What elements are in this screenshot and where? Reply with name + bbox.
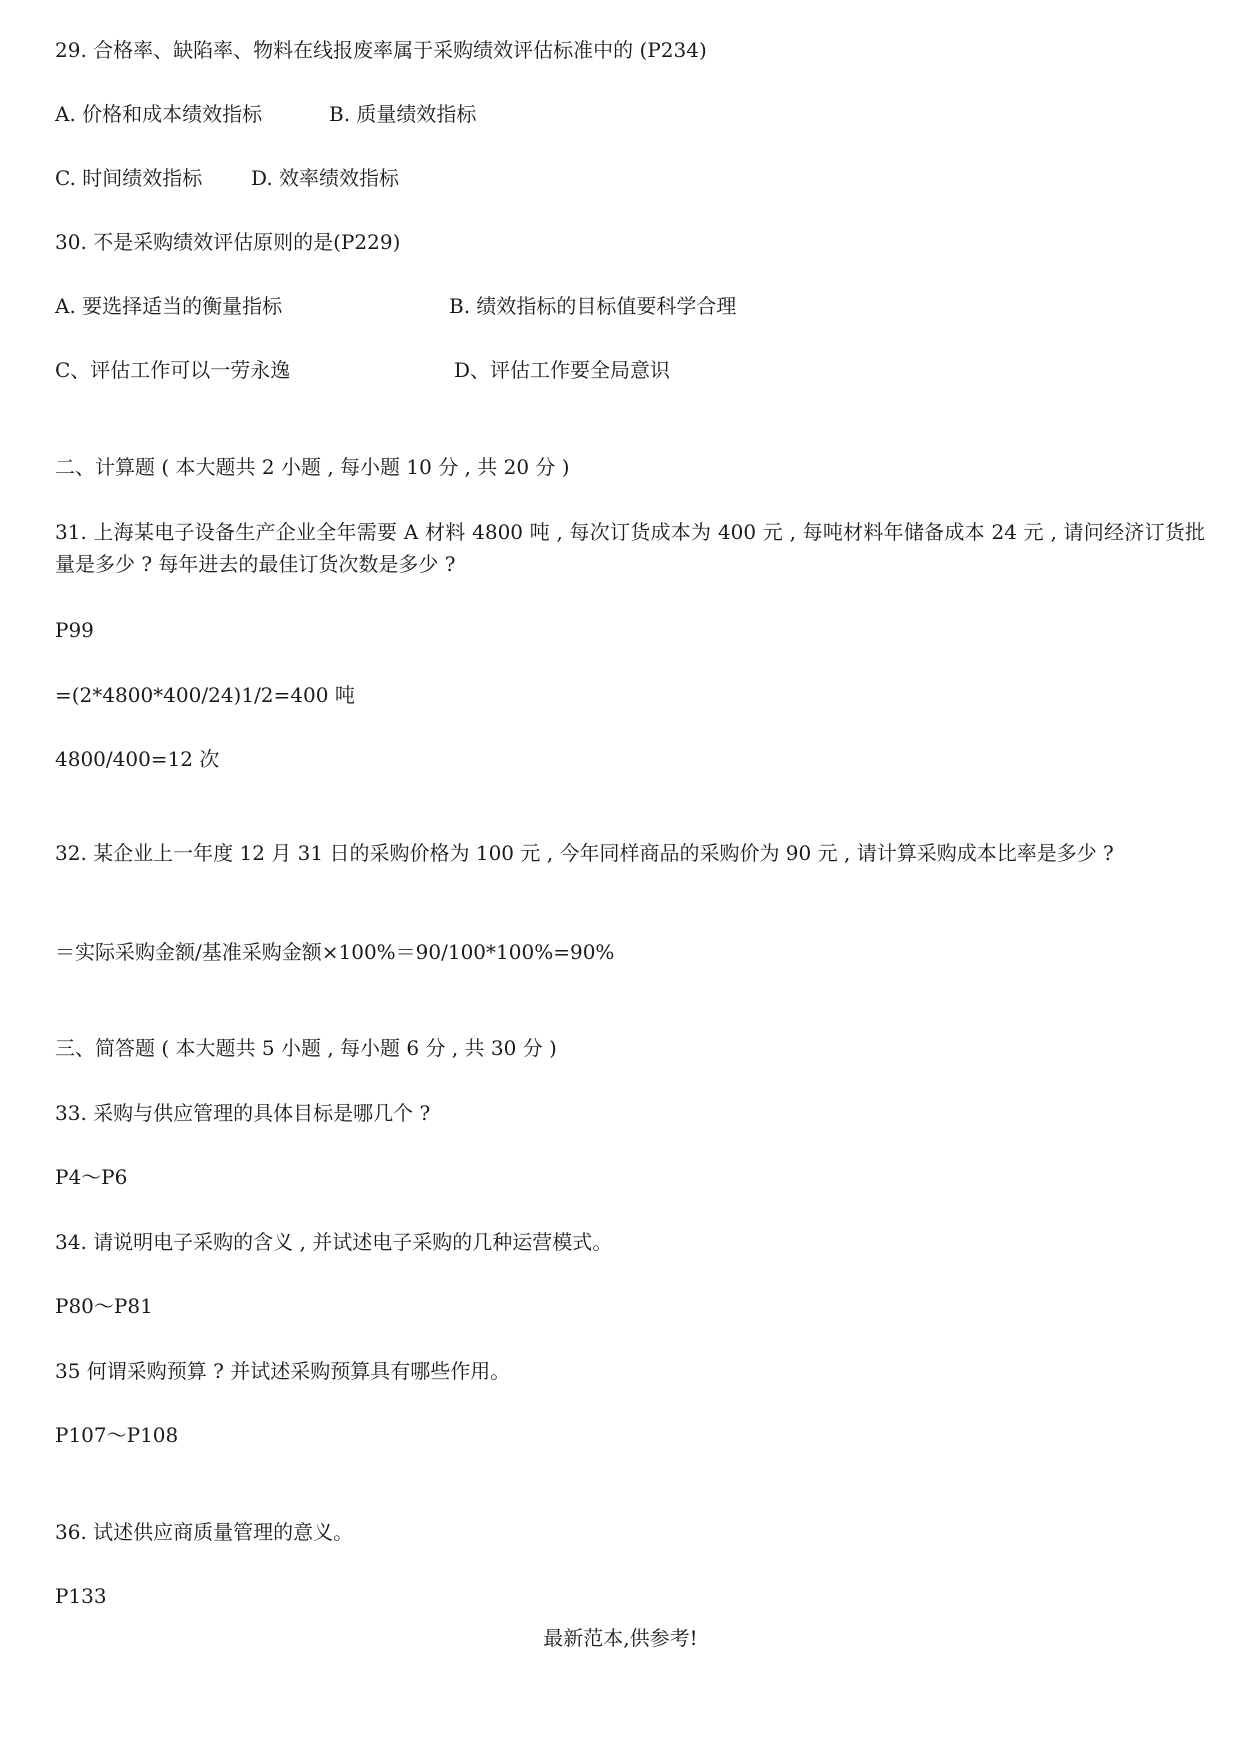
question-29: 29. 合格率、缺陷率、物料在线报废率属于采购绩效评估标准中的 (P234) <box>55 38 707 62</box>
question-32: 32. 某企业上一年度 12 月 31 日的采购价格为 100 元 , 今年同样商品的采购价为 90 元 , 请计算采购成本比率是多少 ? <box>55 841 1114 865</box>
question-34-page-ref: P80～P81 <box>55 1294 153 1318</box>
page-footer: 最新范本,供参考! <box>543 1626 698 1650</box>
question-36-page-ref: P133 <box>55 1584 107 1608</box>
question-31-calc-count: 4800/400=12 次 <box>55 747 220 771</box>
question-30-option-a: A. 要选择适当的衡量指标 <box>55 294 283 318</box>
question-33: 33. 采购与供应管理的具体目标是哪几个 ? <box>55 1101 431 1125</box>
question-32-answer: ＝实际采购金额/基准采购金额×100%＝90/100*100%=90% <box>55 940 615 964</box>
question-34: 34. 请说明电子采购的含义 , 并试述电子采购的几种运营模式。 <box>55 1230 613 1254</box>
question-29-option-a: A. 价格和成本绩效指标 <box>55 102 263 126</box>
question-33-page-ref: P4～P6 <box>55 1165 128 1189</box>
question-31-calc-eoq: =(2*4800*400/24)1/2=400 吨 <box>55 683 355 707</box>
question-30: 30. 不是采购绩效评估原则的是(P229) <box>55 230 401 254</box>
question-30-option-d: D、评估工作要全局意识 <box>454 358 671 382</box>
question-29-option-c: C. 时间绩效指标 <box>55 166 203 190</box>
question-31-page-ref: P99 <box>55 618 94 642</box>
question-31: 31. 上海某电子设备生产企业全年需要 A 材料 4800 吨 , 每次订货成本为 400 元 , 每吨材料年储备成本 24 元 , 请问经济订货批量是多少 ? 每年进去的最佳订货次数是多少 ? <box>55 520 1205 576</box>
question-30-option-c: C、评估工作可以一劳永逸 <box>55 358 291 382</box>
question-29-option-d: D. 效率绩效指标 <box>251 166 400 190</box>
question-29-option-b: B. 质量绩效指标 <box>329 102 477 126</box>
section-heading-calculation: 二、计算题 ( 本大题共 2 小题 , 每小题 10 分 , 共 20 分 ) <box>55 455 570 479</box>
section-heading-short-answer: 三、简答题 ( 本大题共 5 小题 , 每小题 6 分 , 共 30 分 ) <box>55 1036 557 1060</box>
question-35: 35 何谓采购预算 ? 并试述采购预算具有哪些作用。 <box>55 1359 511 1383</box>
question-35-page-ref: P107～P108 <box>55 1423 179 1447</box>
question-30-option-b: B. 绩效指标的目标值要科学合理 <box>449 294 737 318</box>
question-36: 36. 试述供应商质量管理的意义。 <box>55 1520 354 1544</box>
